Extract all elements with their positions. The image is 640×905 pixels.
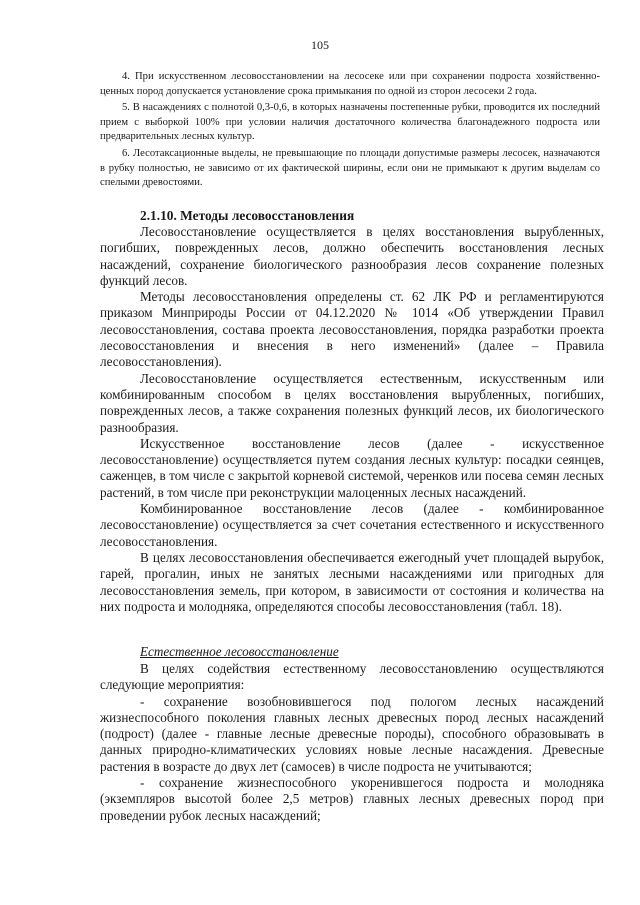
page-number: 105 (311, 38, 329, 52)
section-heading: 2.1.10. Методы лесовосстановления (140, 208, 355, 223)
paragraph-methods: Методы лесовосстановления определены ст. 62 ЛК РФ и регламентируются приказом Минприроды России от 04.12.2020 № 1014 «Об утверждении Правил лесовосстановления, состава проекта лесовосстановления, порядка разработки проекта лесовосстановления и внесения в него изменений» (далее – Правила лесовосстановления). (100, 289, 604, 370)
paragraph-purpose: Лесовосстановление осуществляется в целях восстановления вырубленных, погибших, поврежденных лесов, должно обеспечить восстановления лесных насаждений, сохранение биологического разнообразия лесов сохранение полезных функций лесов. (100, 224, 604, 288)
intro-item-6: 6. Лесотаксационные выделы, не превышающие по площади допустимые размеры лесосек, назначаются в рубку полностью, не зависимо от их фактической ширины, если они не примыкают к другим выделам со спелыми древостоями. (100, 147, 600, 189)
section-body (100, 224, 604, 615)
paragraph-accounting: В целях лесовосстановления обеспечивается ежегодный учет площадей вырубок, гарей, прогалин, иных не занятых лесными насаждениями или пригодных для лесовосстановления земель, при котором, в зависимости от состояния и количества на них подроста и молодняка, определяются способы лесовосстановления (табл. 18). (100, 549, 604, 614)
list-item-preserve-undergrowth: - сохранение возобновившегося под пологом лесных насаждений жизнеспособного поколения главных лесных древесных пород лесных насаждений (подрост) (далее - главные лесные древесные породы), способного образовывать в данных природно-климатических условиях новые лесные насаждения. Древесные растения в возрасте до двух лет (самосев) в числе подроста не учитываются; (100, 693, 604, 774)
intro-item-4: 4. При искусственном лесовосстановлении на лесосеке или при сохранении подроста хозяйственно-ценных пород допускается установление срока примыкания по одной из сторон лесосеки 2 года. (100, 71, 600, 97)
natural-body (100, 661, 604, 824)
intro-list (100, 70, 600, 193)
intro-item-5: 5. В насаждениях с полнотой 0,3-0,6, в которых назначены постепенные рубки, проводится их последний прием с выборкой 100% при условии наличия достаточного количества благонадежного подроста или предварительных лесных культур. (100, 102, 600, 143)
paragraph-combined: Комбинированное восстановление лесов (далее - комбинированное лесовосстановление) осуществляется за счет сочетания естественного и искусственного лесовосстановления. (100, 501, 604, 549)
subheading-natural: Естественное лесовосстановление (140, 644, 339, 659)
paragraph-artificial: Искусственное восстановление лесов (далее - искусственное лесовосстановление) осуществляется путем создания лесных культур: посадки сеянцев, саженцев, в том числе с закрытой корневой системой, черенков или посева семян лесных растений, в том числе при реконструкции малоценных лесных насаждений. (100, 435, 604, 500)
paragraph-natural-intro: В целях содействия естественному лесовосстановлению осуществляются следующие мероприятия: (100, 661, 604, 693)
list-item-preserve-young-growth: - сохранение жизнеспособного укоренившегося подроста и молодняка (экземпляров высотой более 2,5 метров) главных лесных древесных пород при проведении рубок лесных насаждений; (100, 775, 604, 823)
paragraph-ways: Лесовосстановление осуществляется естественным, искусственным или комбинированным способом в целях восстановления вырубленных, погибших, поврежденных лесов, а также сохранения полезных функций лесов, их биологического разнообразия. (100, 370, 604, 435)
